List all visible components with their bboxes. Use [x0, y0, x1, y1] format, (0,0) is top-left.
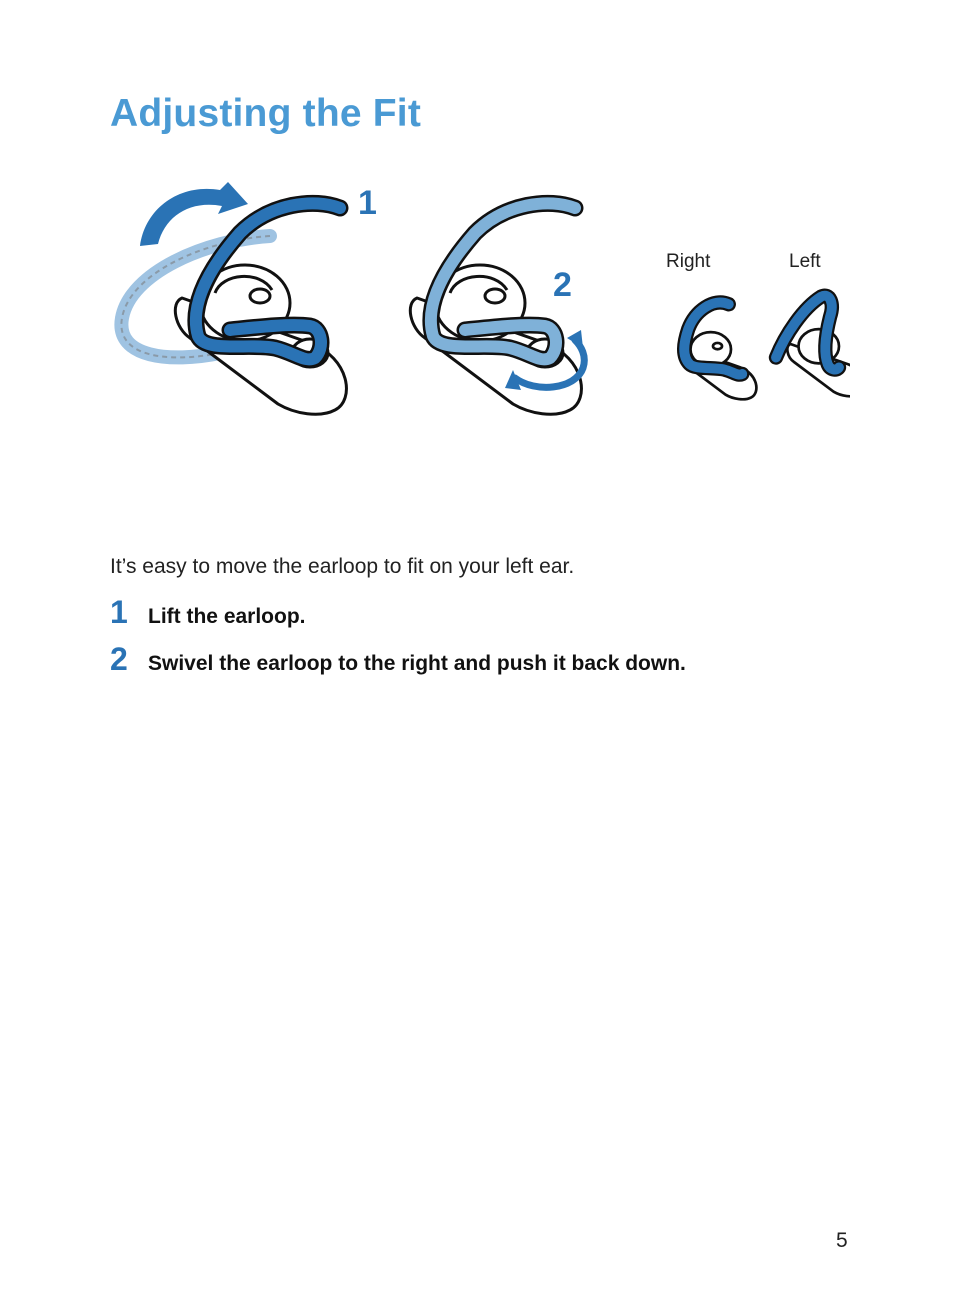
page-number: 5 — [836, 1229, 848, 1252]
step-text: Swivel the earloop to the right and push it back down. — [148, 652, 686, 675]
step-text: Lift the earloop. — [148, 605, 306, 628]
step-item — [110, 643, 686, 690]
figure-step-1 — [121, 182, 377, 414]
earloop-adjustment-illustration — [110, 178, 850, 428]
right-label: Right — [666, 251, 711, 272]
step-number: 2 — [110, 641, 128, 677]
figure-step-2 — [410, 203, 584, 414]
page-title: Adjusting the Fit — [110, 92, 422, 135]
left-label: Left — [789, 251, 821, 272]
intro-text: It’s easy to move the earloop to fit on your left ear. — [110, 555, 575, 578]
figure-orientation — [666, 251, 850, 399]
step-list — [110, 596, 686, 690]
step-item — [110, 596, 686, 643]
figure-step-2-marker: 2 — [553, 266, 572, 304]
figure-step-1-marker: 1 — [358, 184, 377, 222]
step-number: 1 — [110, 594, 128, 630]
headset-left — [776, 296, 850, 397]
headset-right — [679, 302, 756, 399]
